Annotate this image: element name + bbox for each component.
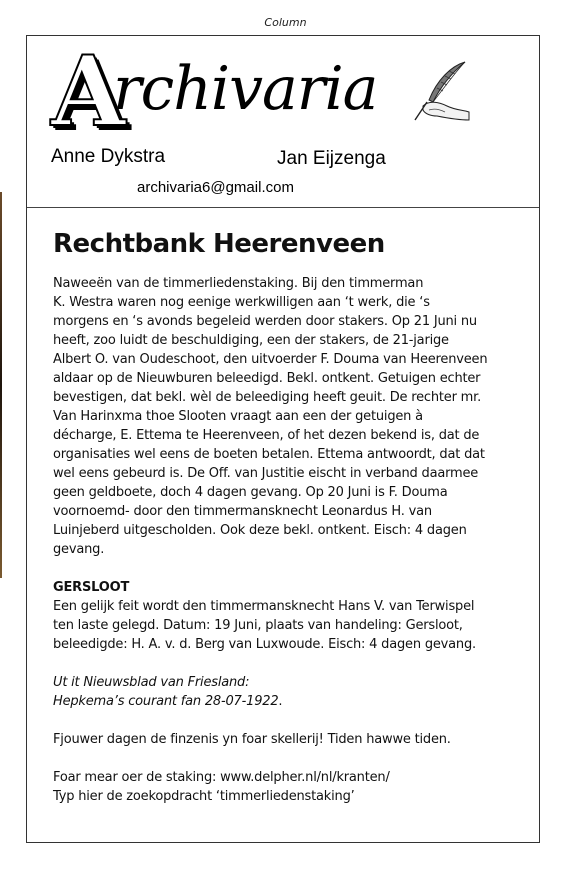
text-line: voornoemd- door den timmermansknecht Leonardus H. van bbox=[53, 504, 432, 519]
subheading-gersloot: GERSLOOT bbox=[53, 580, 130, 595]
text-line: geen geldboete, doch 4 dagen gevang. Op 20 Juni is F. Douma bbox=[53, 485, 448, 500]
text-line: K. Westra waren nog eenige werkwilligen aan ‘t werk, die ‘s bbox=[53, 295, 430, 310]
source-line: Ut it Nieuwsblad van Friesland: bbox=[53, 675, 250, 690]
text-line: Albert O. van Oudeschoot, den uitvoerder F. Douma van Heerenveen bbox=[53, 352, 488, 367]
text-line: beleedigde: H. A. v. d. Berg van Luxwoude. Eisch: 4 dagen gevang. bbox=[53, 637, 476, 652]
author-anne-dykstra: Anne Dykstra bbox=[51, 146, 166, 167]
text-line: Een gelijk feit wordt den timmermansknecht Hans V. van Terwispel bbox=[53, 599, 475, 614]
text-line: aldaar op de Nieuwburen beleedigd. Bekl. ontkent. Getuigen echter bbox=[53, 371, 481, 386]
source-newspaper: Hepkema’s courant fan 28-07-1922 bbox=[53, 694, 279, 709]
source-date-line bbox=[53, 692, 523, 711]
masthead bbox=[27, 36, 539, 208]
contact-email: archivaria6@gmail.com bbox=[137, 179, 294, 196]
text-line: bevestigen, dat bekl. wèl de beleediging heeft geuit. De rechter mr. bbox=[53, 390, 482, 405]
column-frame bbox=[26, 35, 540, 843]
quill-hand-icon bbox=[407, 60, 471, 128]
text-line: morgens en ‘s avonds begeleid werden door stakers. Op 21 Juni nu bbox=[53, 314, 477, 329]
left-edge-strip bbox=[0, 192, 2, 578]
logo-initial: A bbox=[51, 35, 126, 148]
text-line: Luinjeberd uitgescholden. Ook deze bekl. ontkent. Eisch: 4 dagen bbox=[53, 523, 467, 538]
frisian-remark: Fjouwer dagen de finzenis yn foar skellerij! Tiden hawwe tiden. bbox=[53, 732, 451, 747]
paragraph-main bbox=[53, 274, 523, 559]
text-line: heeft, zoo luidt de beschuldiging, een der stakers, de 21-jarige bbox=[53, 333, 449, 348]
search-hint-line: Typ hier de zoekopdracht ‘timmerliedenstaking’ bbox=[53, 789, 355, 804]
article-body bbox=[53, 228, 523, 806]
text-line: décharge, E. Ettema te Heerenveen, of het dezen bekend is, dat de bbox=[53, 428, 480, 443]
text-line: ten laste gelegd. Datum: 19 Juni, plaats van handeling: Gersloot, bbox=[53, 618, 463, 633]
text-line: Van Harinxma thoe Slooten vraagt aan een der getuigen à bbox=[53, 409, 423, 424]
article-title: Rechtbank Heerenveen bbox=[53, 229, 385, 259]
more-info-line: Foar mear oer de staking: www.delpher.nl/nl/kranten/ bbox=[53, 770, 390, 785]
source-period: . bbox=[278, 694, 283, 709]
author-jan-eijzenga: Jan Eijzenga bbox=[277, 148, 386, 169]
column-label: Column bbox=[264, 16, 307, 29]
text-line: Naweeën van de timmerliedenstaking. Bij den timmerman bbox=[53, 276, 424, 291]
text-line: gevang. bbox=[53, 542, 105, 557]
text-line: wel eens gebeurd is. De Off. van Justitie eischt in verband daarmee bbox=[53, 466, 479, 481]
text-line: organisaties wel eens de boeten betalen. Ettema antwoordt, dat dat bbox=[53, 447, 485, 462]
logo-text: rchivaria bbox=[113, 54, 378, 124]
